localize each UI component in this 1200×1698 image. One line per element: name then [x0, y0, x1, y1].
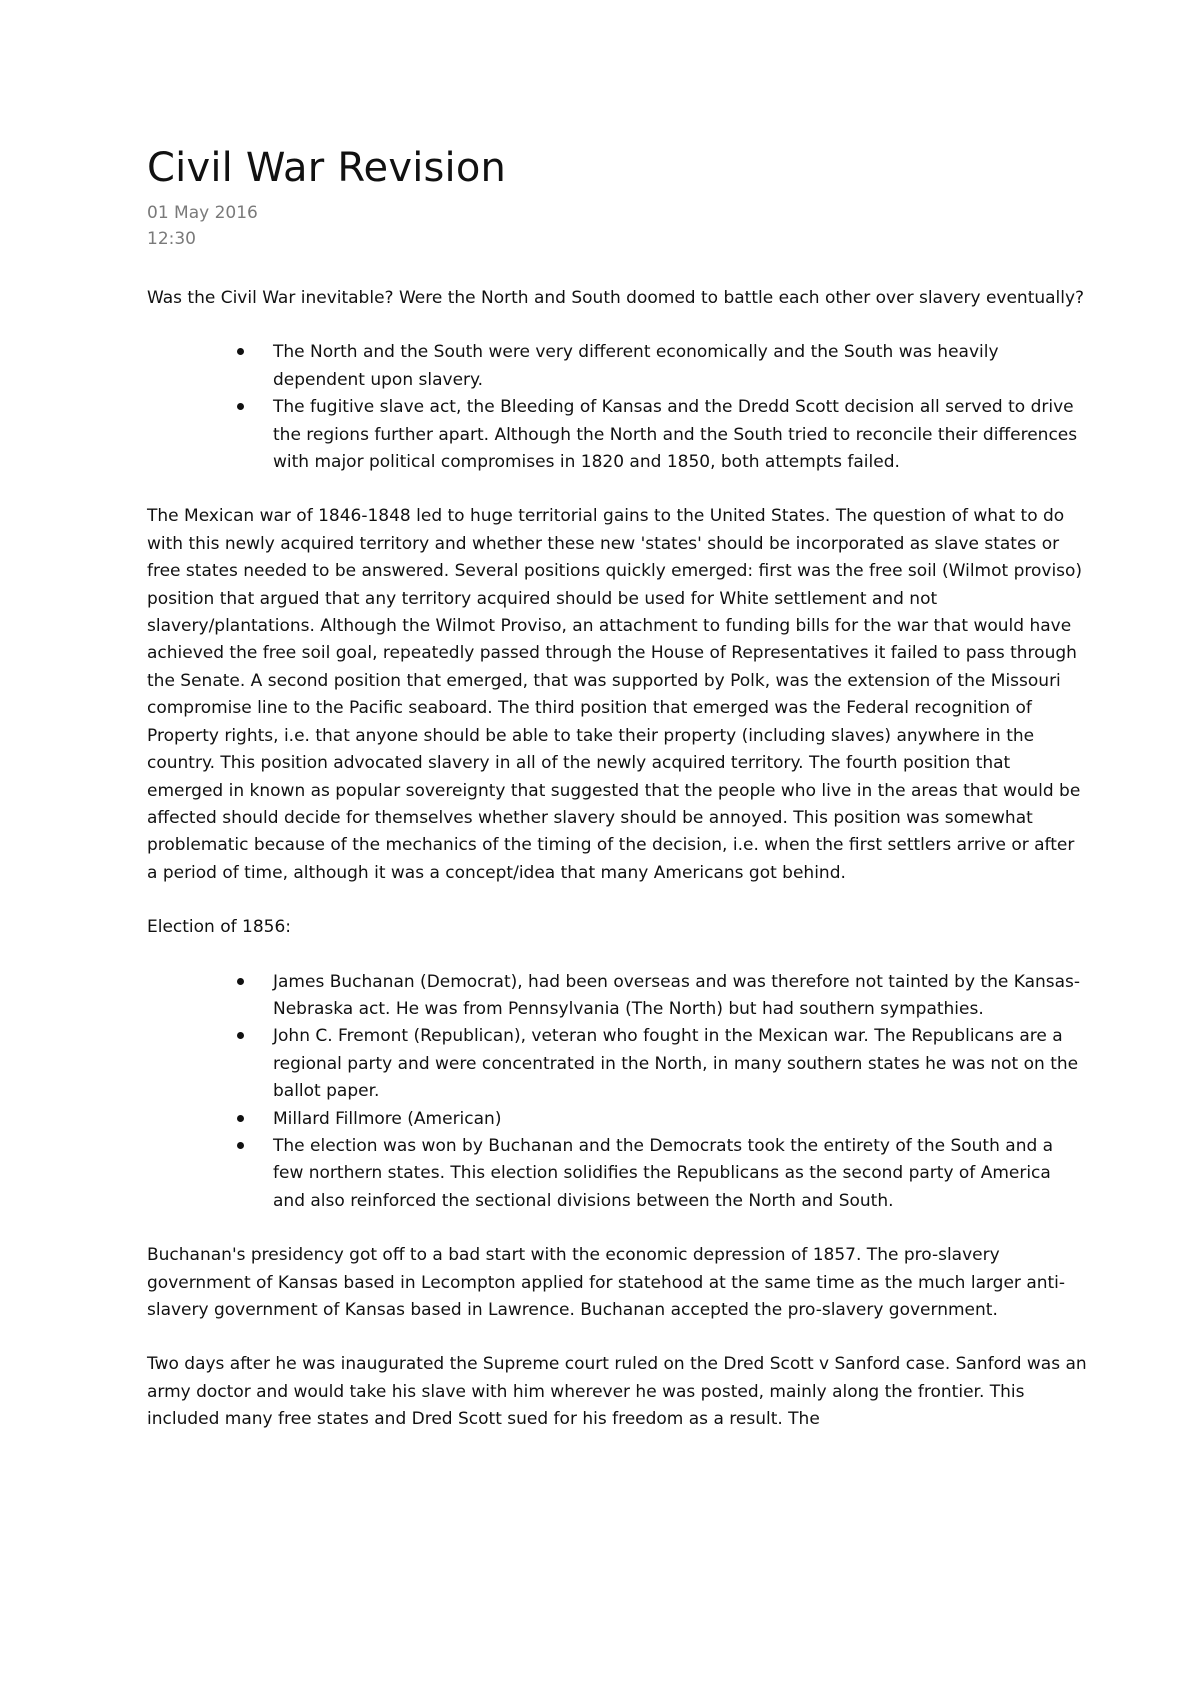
list-item-text: The fugitive slave act, the Bleeding of Kansas and the Dredd Scott decision all served to drive the regions further apart. Although the North and the South tried to reconcile their differences with major political compromises in 1820 and 1850, both attempts failed.: [273, 397, 1078, 473]
page-title: Civil War Revision: [147, 145, 507, 191]
intro-paragraph: Was the Civil War inevitable? Were the North and South doomed to battle each other over slavery eventually?: [147, 288, 1085, 308]
list-item: [147, 339, 1087, 394]
list-item: [147, 1106, 1087, 1133]
list-item-text: John C. Fremont (Republican), veteran who fought in the Mexican war. The Republicans are a regional party and were concentrated in the North, in many southern states he was not on the ballot paper.: [273, 1026, 1079, 1102]
list-item: [147, 394, 1087, 476]
bullet-icon: [237, 403, 244, 410]
mexican-war-paragraph: The Mexican war of 1846-1848 led to huge territorial gains to the United States. The question of what to do with this newly acquired territory and whether these new 'states' should be incorporated as slave states or free states needed to be answered. Several positions quickly emerged: first was the free soil (Wilmot proviso) position that argued that any territory acquired should be used for White settlement and not slavery/plantations. Although the Wilmot Proviso, an attachment to funding bills for the war that would have achieved the free soil goal, repeatedly passed through the House of Representatives it failed to pass through the Senate. A second position that emerged, that was supported by Polk, was the extension of the Missouri compromise line to the Pacific seaboard. The third position that emerged was the Federal recognition of Property rights, i.e. that anyone should be able to take their property (including slaves) anywhere in the country. This position advocated slavery in all of the newly acquired territory. The fourth position that emerged in known as popular sovereignty that suggested that the people who live in the areas that would be affected should decide for themselves whether slavery should be annoyed. This position was somewhat problematic because of the mechanics of the timing of the decision, i.e. when the first settlers arrive or after a period of time, although it was a concept/idea that many Americans got behind.: [147, 506, 1083, 883]
bullet-icon: [237, 1142, 244, 1149]
election-heading: Election of 1856:: [147, 917, 292, 938]
bullet-icon: [237, 978, 244, 985]
bullet-icon: [237, 1032, 244, 1039]
buchanan-paragraph: Buchanan's presidency got off to a bad start with the economic depression of 1857. The pro-slavery government of Kansas based in Lecompton applied for statehood at the same time as the much larger anti-slavery government of Kansas based in Lawrence. Buchanan accepted the pro-slavery government.: [147, 1245, 1066, 1320]
list-item-text: Millard Fillmore (American): [273, 1108, 502, 1129]
list-item: [147, 1133, 1087, 1215]
list-item: [147, 969, 1087, 1024]
bullet-icon: [237, 1115, 244, 1122]
bullet-list-causes: [147, 339, 1087, 476]
bullet-list-election: [147, 969, 1087, 1216]
list-item-text: James Buchanan (Democrat), had been overseas and was therefore not tainted by the Kansas-Nebraska act. He was from Pennsylvania (The North) but had southern sympathies.: [273, 971, 1081, 1019]
document-page: [147, 140, 1087, 1434]
note-date: 01 May 2016: [147, 203, 258, 223]
bullet-icon: [237, 348, 244, 355]
dred-scott-paragraph: Two days after he was inaugurated the Supreme court ruled on the Dred Scott v Sanford case. Sanford was an army doctor and would take his slave with him wherever he was posted, mainly along the frontier. This included many free states and Dred Scott sued for his freedom as a result. The: [147, 1354, 1087, 1430]
list-item: [147, 1023, 1087, 1105]
list-item-text: The North and the South were very different economically and the South was heavily dependent upon slavery.: [273, 342, 999, 390]
note-time: 12:30: [147, 229, 196, 249]
list-item-text: The election was won by Buchanan and the Democrats took the entirety of the South and a few northern states. This election solidifies the Republicans as the second party of America and also reinforced the sectional divisions between the North and South.: [273, 1135, 1054, 1211]
